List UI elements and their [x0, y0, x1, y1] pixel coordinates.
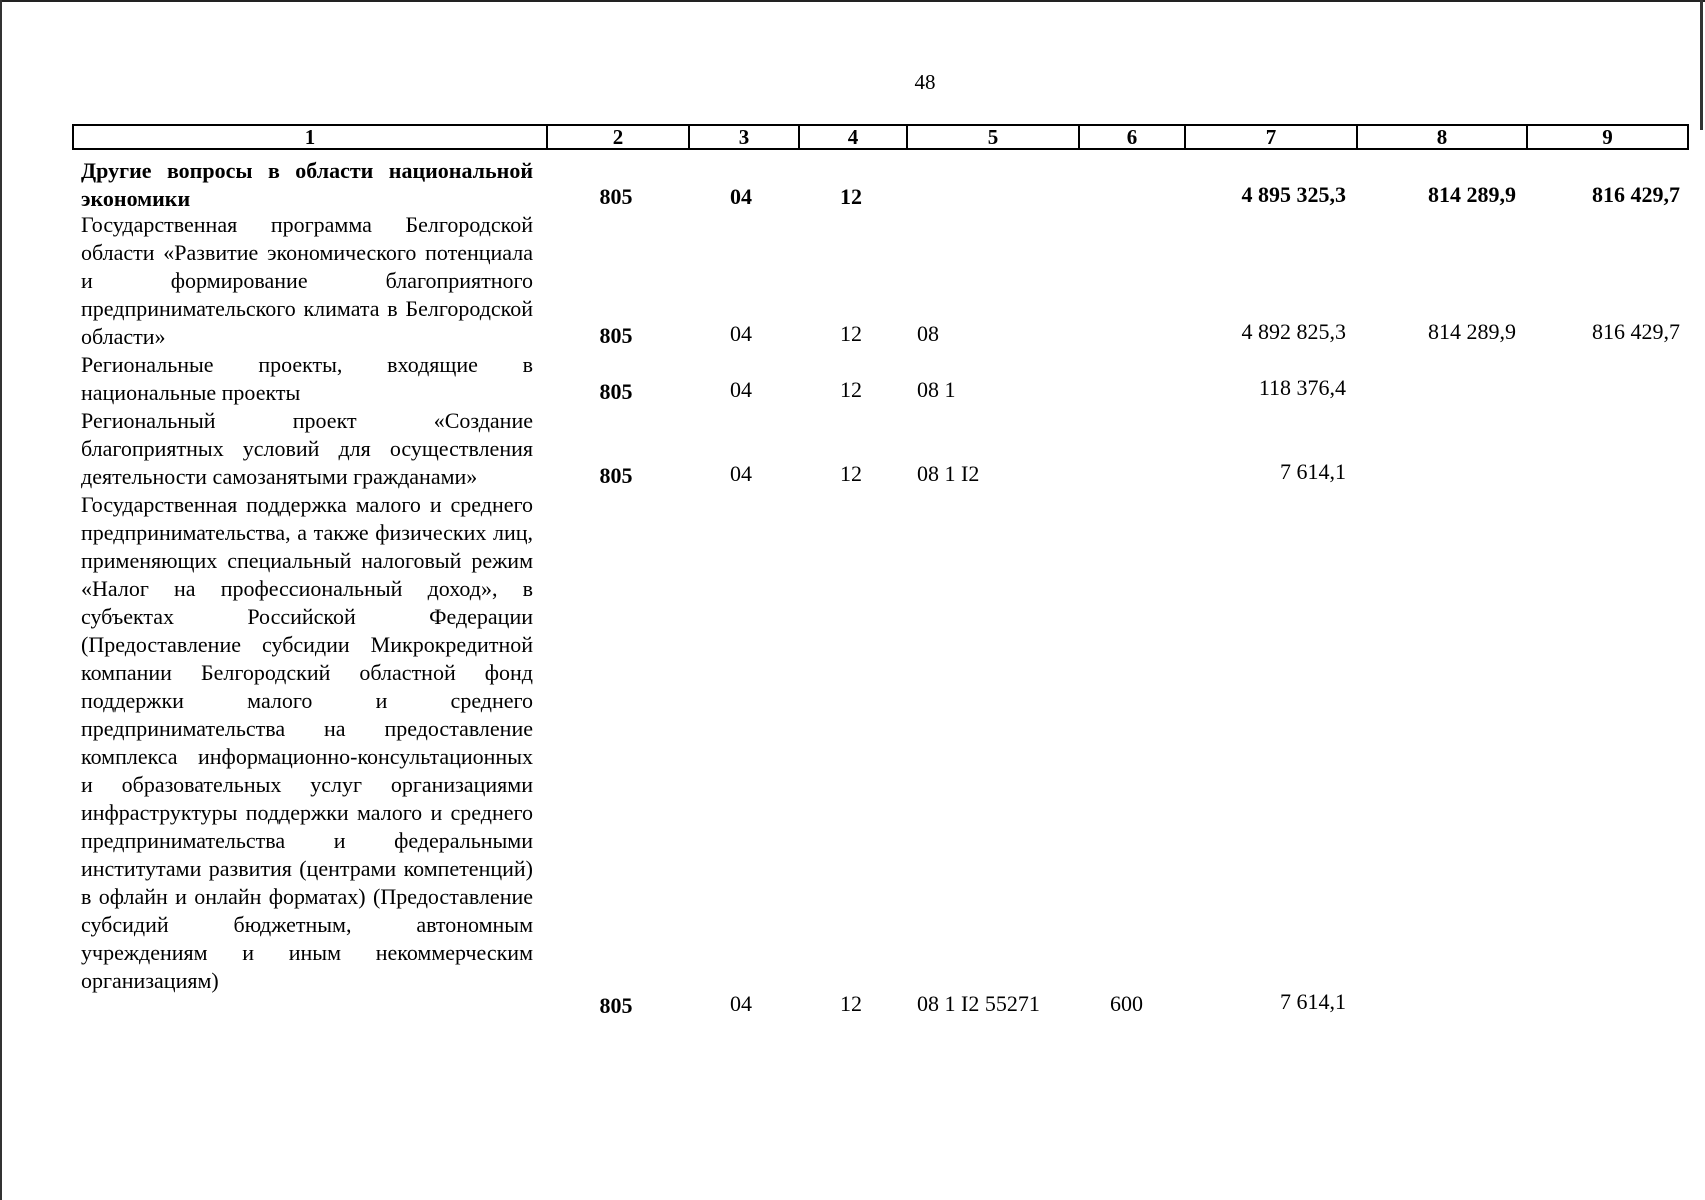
row-3-col-2: 805 — [599, 379, 633, 404]
row-4-description: Региональный проект «Создание благоприятных условий для осуществления деятельности самозанятыми гражданами» — [81, 408, 533, 489]
header-col-6: 6 — [1078, 126, 1184, 148]
row-1-col-7: 4 895 325,3 — [1241, 182, 1346, 207]
row-1-col-3: 04 — [730, 184, 752, 209]
row-4-col-5: 08 1 I2 — [917, 461, 980, 486]
row-3-col-4: 12 — [840, 377, 862, 402]
header-col-4: 4 — [798, 126, 906, 148]
page-number: 48 — [914, 70, 936, 94]
row-3-col-7: 118 376,4 — [1258, 375, 1346, 400]
row-2-col-3: 04 — [730, 321, 752, 346]
row-3-col-5: 08 1 — [917, 377, 956, 402]
row-2-description: Государственная программа Белгородской области «Развитие экономического потенциала и формирование благоприятного предпринимательского климата в Белгородской области» — [81, 212, 533, 349]
header-col-9: 9 — [1526, 126, 1687, 148]
row-2-col-7: 4 892 825,3 — [1241, 319, 1346, 344]
row-2-col-5: 08 — [917, 321, 939, 346]
row-5-col-7: 7 614,1 — [1280, 989, 1346, 1014]
row-4-col-4: 12 — [840, 461, 862, 486]
row-2-col-4: 12 — [840, 321, 862, 346]
row-4-col-7: 7 614,1 — [1280, 459, 1346, 484]
header-col-1: 1 — [304, 125, 316, 149]
header-col-7: 7 — [1184, 126, 1356, 148]
row-4-col-3: 04 — [730, 461, 752, 486]
row-1-description: Другие вопросы в области национальной экономики — [81, 158, 533, 211]
row-5-col-4: 12 — [840, 991, 862, 1016]
header-col-5: 5 — [906, 126, 1078, 148]
row-3-col-3: 04 — [730, 377, 752, 402]
row-5-col-2: 805 — [599, 993, 633, 1018]
header-col-8: 8 — [1356, 126, 1526, 148]
row-3-description: Региональные проекты, входящие в национальные проекты — [81, 352, 533, 405]
page-top-edge — [0, 0, 1705, 2]
row-2-col-8: 814 289,9 — [1428, 319, 1516, 344]
row-1-col-2: 805 — [599, 184, 633, 209]
row-5-col-3: 04 — [730, 991, 752, 1016]
row-4-col-2: 805 — [599, 463, 633, 488]
row-2-col-9: 816 429,7 — [1592, 319, 1680, 344]
page-left-edge — [0, 0, 2, 1200]
header-col-2: 2 — [546, 126, 688, 148]
table-header-row — [72, 124, 1689, 150]
row-1-col-8: 814 289,9 — [1428, 182, 1516, 207]
row-1-col-4: 12 — [840, 184, 862, 209]
page-right-edge — [1700, 0, 1703, 130]
row-5-col-6: 600 — [1110, 991, 1143, 1016]
row-2-col-2: 805 — [599, 323, 633, 348]
row-5-description: Государственная поддержка малого и среднего предпринимательства, а также физических лиц, применяющих специальный налоговый режим «Налог на профессиональный доход», в субъектах Российской Федерации (Предоставление субсидии Микрокредитной компании Белгородский областной фонд поддержки малого и среднего предпринимательства на предоставление комплекса информационно-консультационных и образовательных услуг организациями инфраструктуры поддержки малого и среднего предпринимательства и федеральными институтами развития (центрами компетенций) в офлайн и онлайн форматах) (Предоставление субсидий бюджетным, автономным учреждениям и иным некоммерческим организациям) — [81, 492, 533, 993]
row-5-col-5: 08 1 I2 55271 — [917, 991, 1040, 1016]
row-1-col-9: 816 429,7 — [1592, 182, 1680, 207]
header-col-3: 3 — [688, 126, 798, 148]
